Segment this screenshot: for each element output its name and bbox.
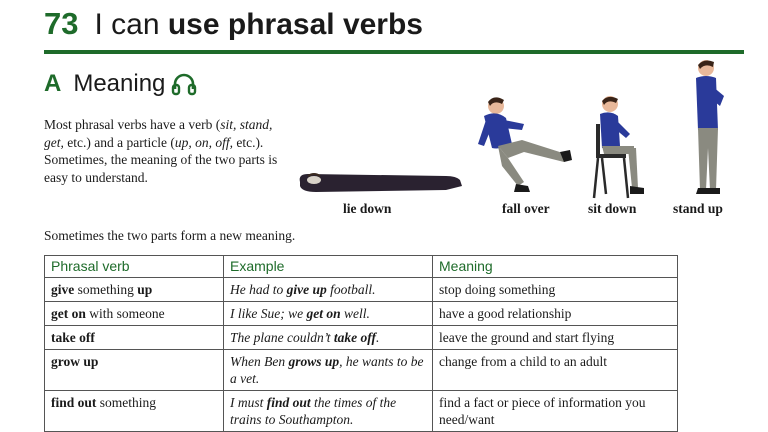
phrasal-verb-cell-segment: with someone xyxy=(85,306,165,321)
caption-sit-down: sit down xyxy=(588,201,637,216)
unit-title-plain: I can xyxy=(94,8,168,41)
example-cell xyxy=(224,391,433,432)
example-cell-segment: . xyxy=(376,330,380,345)
phrasal-verb-cell-segment: find out xyxy=(51,395,97,410)
phrasal-verb-cell xyxy=(45,326,224,350)
example-cell-segment: I like Sue; we xyxy=(230,306,307,321)
headphones-icon[interactable] xyxy=(171,72,197,96)
example-cell-segment: , he wants to be a vet. xyxy=(230,354,424,386)
intro-verbs: sit, stand, get, xyxy=(44,117,273,150)
header-example: Example xyxy=(224,256,433,278)
unit-number: 73 xyxy=(44,6,79,41)
table-row xyxy=(45,326,678,350)
example-cell-segment: football. xyxy=(326,282,376,297)
example-cell xyxy=(224,302,433,326)
caption-fall-over: fall over xyxy=(502,201,550,216)
section-letter: A xyxy=(44,70,62,97)
meaning-cell: stop doing something xyxy=(433,278,678,302)
illustration-stand-up xyxy=(688,58,730,202)
example-cell xyxy=(224,350,433,391)
phrasal-verb-cell xyxy=(45,302,224,326)
intro-text-1: Most phrasal verbs have a verb ( xyxy=(44,117,221,132)
meaning-cell: find a fact or piece of information you need/want xyxy=(433,391,678,432)
phrasal-verb-cell xyxy=(45,350,224,391)
illustration-fall-over xyxy=(474,94,574,202)
example-cell-segment: take off xyxy=(333,330,376,345)
phrasal-verb-cell-segment: something xyxy=(74,282,138,297)
phrasal-verb-cell xyxy=(45,391,224,432)
table-row xyxy=(45,278,678,302)
example-cell xyxy=(224,278,433,302)
example-cell-segment: give up xyxy=(286,282,327,297)
meaning-cell: change from a child to an adult xyxy=(433,350,678,391)
phrasal-verb-cell-segment: give xyxy=(51,282,75,297)
illustration-lie-down xyxy=(296,164,468,202)
example-cell xyxy=(224,326,433,350)
phrasal-verb-cell-segment: up xyxy=(137,282,153,297)
table-header-row xyxy=(45,256,678,278)
unit-header xyxy=(44,6,423,50)
phrasal-verb-cell-segment: grow up xyxy=(51,354,99,369)
meaning-cell: leave the ground and start flying xyxy=(433,326,678,350)
example-cell-segment: the times of the trains to Southampton. xyxy=(230,395,397,427)
new-meaning-sentence: Sometimes the two parts form a new meaning. xyxy=(44,228,296,243)
header-phrasal-verb: Phrasal verb xyxy=(45,256,224,278)
header-rule xyxy=(44,50,744,54)
header-meaning: Meaning xyxy=(433,256,678,278)
table-row xyxy=(45,302,678,326)
example-cell-segment: well. xyxy=(340,306,370,321)
example-cell-segment: get on xyxy=(306,306,341,321)
example-cell-segment: When Ben xyxy=(230,354,289,369)
example-cell-segment: The plane couldn’t xyxy=(230,330,334,345)
example-cell-segment: grows up xyxy=(288,354,340,369)
meaning-cell: have a good relationship xyxy=(433,302,678,326)
caption-stand-up: stand up xyxy=(673,201,723,216)
phrasal-verbs-table xyxy=(44,255,678,432)
example-cell-segment: I must xyxy=(230,395,267,410)
illustration-sit-down xyxy=(590,94,656,202)
example-cell-segment: find out xyxy=(266,395,311,410)
phrasal-verb-cell-segment: get on xyxy=(51,306,86,321)
intro-paragraph xyxy=(44,116,294,186)
phrasal-verb-cell xyxy=(45,278,224,302)
phrasal-verb-cell-segment: take off xyxy=(51,330,95,345)
example-cell-segment: He had to xyxy=(230,282,287,297)
section-title: Meaning xyxy=(73,70,166,97)
unit-title-bold: use phrasal verbs xyxy=(167,8,423,41)
intro-particles: up, on, off, xyxy=(174,134,233,150)
intro-text-3: etc.). Sometimes, the meaning of the two parts is easy to understand. xyxy=(44,134,278,185)
intro-text-2: etc.) and a particle ( xyxy=(63,134,175,150)
section-heading xyxy=(44,70,197,98)
phrasal-verb-cell-segment: something xyxy=(96,395,157,410)
table-row xyxy=(45,391,678,432)
unit-title xyxy=(94,8,423,42)
caption-lie-down: lie down xyxy=(343,201,392,216)
table-row xyxy=(45,350,678,391)
